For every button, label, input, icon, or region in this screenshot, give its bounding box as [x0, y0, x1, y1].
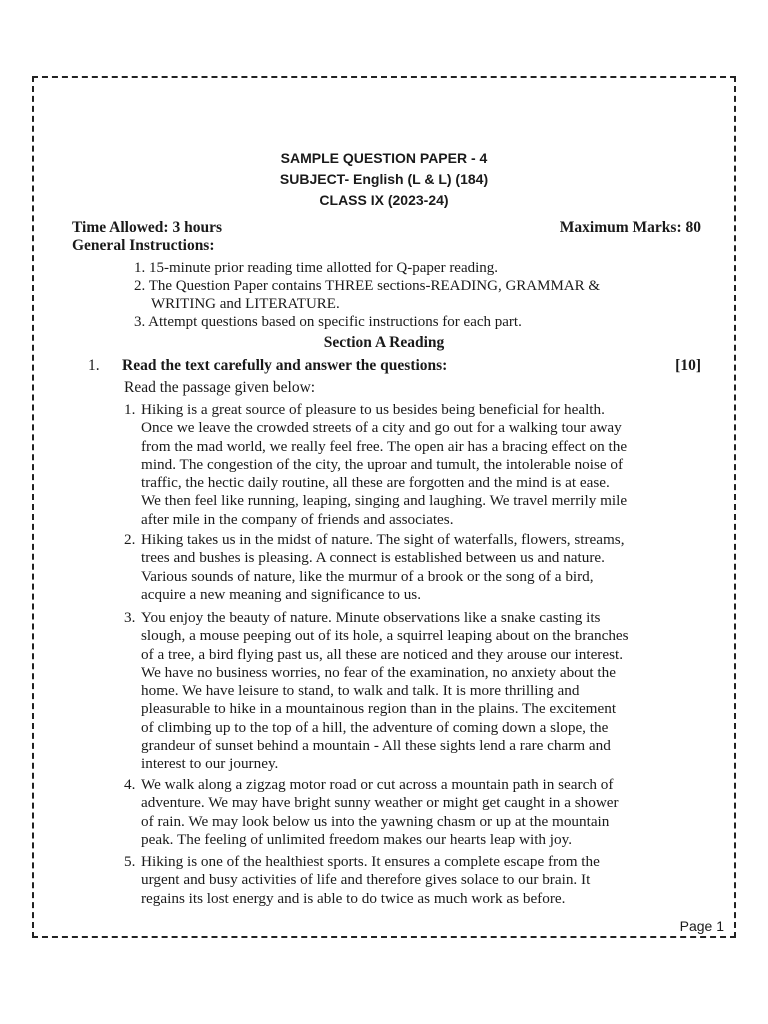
paragraph-number: 3. [124, 609, 136, 626]
passage-paragraph-2 [124, 531, 704, 604]
passage-line: of rain. We may look below us into the yawning chasm or up at the mountain [141, 812, 610, 830]
passage-line: of climbing up to the top of a hill, the adventure of coming down a slope, the [141, 718, 609, 736]
instruction-item: 2. The Question Paper contains THREE sections-READING, GRAMMAR & [134, 278, 601, 294]
instruction-item: 3. Attempt questions based on specific instructions for each part. [134, 314, 522, 330]
passage-line: trees and bushes is pleasing. A connect is established between us and nature. [141, 549, 605, 567]
subject-line: SUBJECT- English (L & L) (184) [279, 171, 489, 187]
paragraph-number: 1. [124, 401, 136, 418]
passage-line: acquire a new meaning and significance to us. [141, 585, 422, 603]
passage-line: You enjoy the beauty of nature. Minute observations like a snake casting its [141, 609, 601, 626]
question-marks: [10] [675, 357, 701, 374]
passage-line: Various sounds of nature, like the murmur of a brook or the song of a bird, [141, 567, 594, 585]
passage-line: adventure. We may have bright sunny weather or might get caught in a shower [141, 794, 619, 812]
passage-paragraph-5 [124, 853, 704, 908]
time-allowed: Time Allowed: 3 hours [72, 219, 222, 236]
passage-line: peak. The feeling of unlimited freedom makes our hearts leap with joy. [141, 830, 573, 848]
passage-paragraph-3 [124, 609, 704, 774]
instruction-item: 1. 15-minute prior reading time allotted for Q-paper reading. [134, 260, 499, 276]
paragraph-number: 5. [124, 853, 136, 870]
passage-line: home. We have leisure to stand, to walk and talk. It is more thrilling and [141, 682, 580, 700]
passage-line: We then feel like running, leaping, singing and laughing. We travel merrily mile [141, 492, 628, 510]
paragraph-number: 4. [124, 776, 136, 793]
paragraph-number: 2. [124, 531, 136, 548]
passage-line: slough, a mouse peeping out of its hole, a squirrel leaping about on the branches [141, 627, 629, 645]
passage-line: from the mad world, we really feel free. The open air has a bracing effect on the [141, 437, 628, 455]
section-title: Section A Reading [323, 334, 445, 351]
passage-line: grandeur of sunset behind a mountain - All these sights lend a rare charm and [141, 737, 611, 755]
page-number: Page 1 [679, 918, 724, 934]
passage-line: We walk along a zigzag motor road or cut across a mountain path in search of [141, 776, 614, 793]
instruction-item-continued: WRITING and LITERATURE. [151, 296, 340, 312]
general-instructions-heading: General Instructions: [72, 237, 215, 254]
passage-line: after mile in the company of friends and associates. [141, 510, 454, 528]
passage-line: Hiking is a great source of pleasure to us besides being beneficial for health. [141, 401, 605, 418]
passage-intro: Read the passage given below: [124, 379, 316, 396]
passage-line: Hiking takes us in the midst of nature. The sight of waterfalls, flowers, streams, [141, 531, 625, 548]
passage-line: interest to our journey. [141, 755, 279, 773]
paper-title: SAMPLE QUESTION PAPER - 4 [280, 150, 488, 166]
passage-line: regains its lost energy and is able to do twice as much work as before. [141, 889, 566, 907]
passage-line: of a tree, a bird flying past us, all these are noticed and they arouse our interest. [141, 645, 624, 663]
passage-line: We have no business worries, no fear of the examination, no anxiety about the [141, 663, 616, 681]
question-number: 1. [88, 357, 100, 374]
passage-line: mind. The congestion of the city, the uproar and tumult, the intolerable noise of [141, 455, 624, 473]
passage-paragraph-4 [124, 776, 704, 849]
passage-line: traffic, the hectic daily routine, all these are forgotten and the mind is at ease. [141, 474, 610, 492]
question-text: Read the text carefully and answer the questions: [122, 357, 448, 374]
class-line: CLASS IX (2023-24) [319, 192, 449, 208]
passage-line: Once we leave the crowded streets of a city and go out for a walking tour away [141, 419, 622, 437]
passage-paragraph-1 [124, 401, 704, 529]
passage-line: pleasurable to hike in a mountainous region than in the plains. The excitement [141, 700, 617, 718]
maximum-marks: Maximum Marks: 80 [559, 219, 701, 236]
passage-line: Hiking is one of the healthiest sports. It ensures a complete escape from the [141, 853, 600, 870]
passage-line: urgent and busy activities of life and therefore gives solace to our brain. It [141, 871, 591, 889]
